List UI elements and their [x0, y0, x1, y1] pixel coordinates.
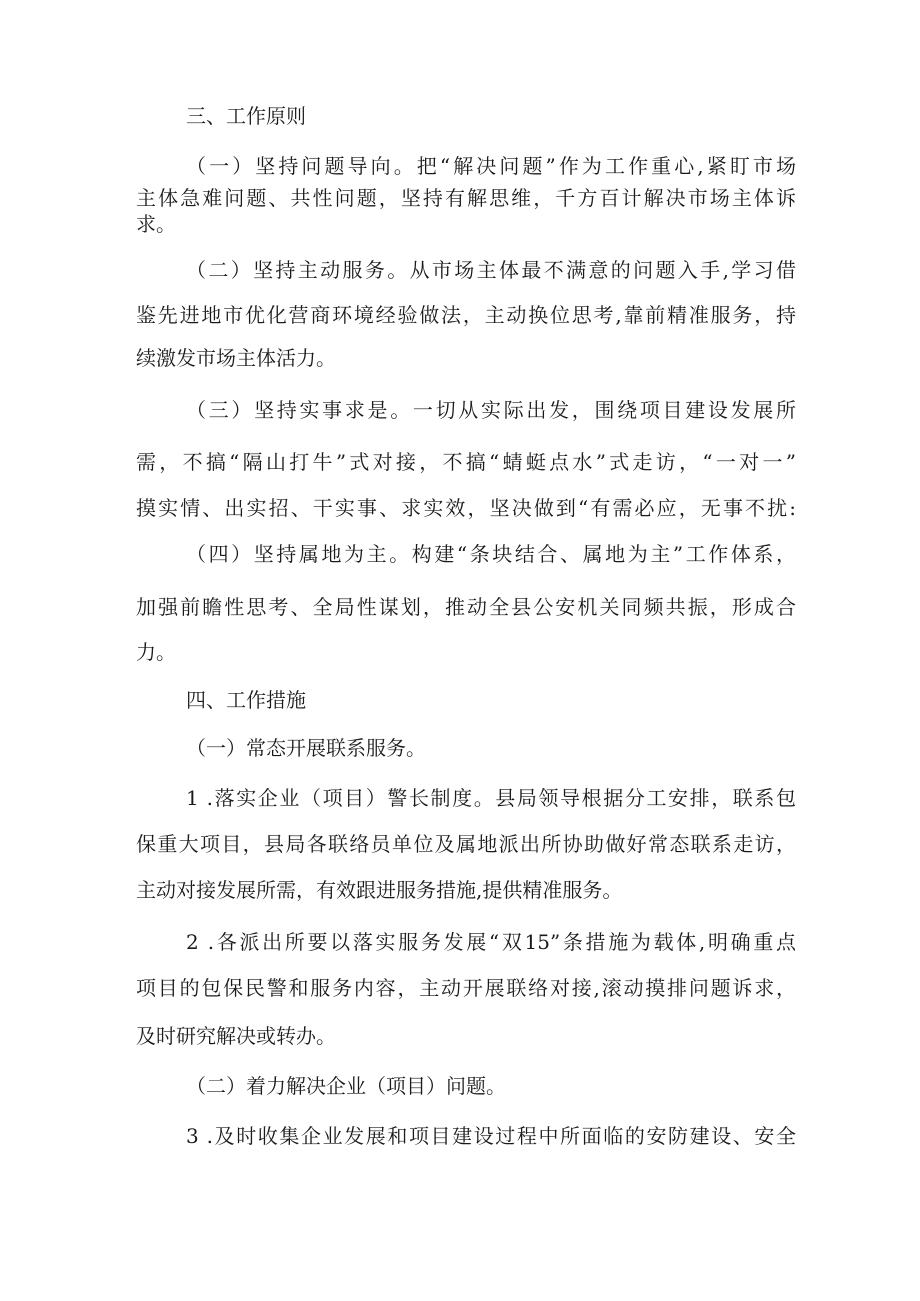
paragraph-line: （四）坚持属地为主。构建“条块结合、属地为主”工作体系， — [186, 542, 796, 566]
paragraph-line: 及时研究解决或转办。 — [136, 1024, 336, 1048]
paragraph-line: 需，不搞“隔山打牛”式对接，不搞“蜻蜓点水”式走访，“一对一” — [136, 450, 796, 474]
subsection-heading: （二）着力解决企业（项目）问题。 — [186, 1074, 506, 1098]
paragraph-line: 1 .落实企业（项目）警长制度。县局领导根据分工安排，联系包 — [186, 786, 796, 810]
section-heading-principles: 三、工作原则 — [186, 104, 306, 128]
paragraph-line: 加强前瞻性思考、全局性谋划，推动全县公安机关同频共振，形成合 — [136, 595, 796, 619]
paragraph-line: 2 .各派出所要以落实服务发展“双15”条措施为载体,明确重点 — [186, 930, 796, 954]
paragraph-line: 求。 — [136, 212, 176, 236]
paragraph-line: 鉴先进地市优化营商环境经验做法，主动换位思考,靠前精准服务，持 — [136, 303, 796, 327]
section-heading-measures: 四、工作措施 — [186, 688, 306, 712]
paragraph-line: （一）坚持问题导向。把“解决问题”作为工作重心,紧盯市场 — [186, 154, 796, 178]
paragraph-line: 力。 — [136, 640, 176, 664]
paragraph-line: 项目的包保民警和服务内容，主动开展联络对接,滚动摸排问题诉求， — [136, 976, 796, 1000]
paragraph-line: （二）坚持主动服务。从市场主体最不满意的问题入手,学习借 — [186, 258, 796, 282]
paragraph-line: 摸实情、出实招、干实事、求实效，坚决做到“有需必应，无事不扰: — [136, 496, 796, 520]
paragraph-line: （三）坚持实事求是。一切从实际出发，围绕项目建设发展所 — [186, 398, 796, 422]
paragraph-line: 续激发市场主体活力。 — [136, 346, 336, 370]
paragraph-line: 主动对接发展所需，有效跟进服务措施,提供精准服务。 — [136, 878, 623, 902]
paragraph-line: 3 .及时收集企业发展和项目建设过程中所面临的安防建设、安全 — [186, 1124, 796, 1148]
paragraph-line: 保重大项目，县局各联络员单位及属地派出所协助做好常态联系走访， — [136, 832, 796, 856]
subsection-heading: （一）常态开展联系服务。 — [186, 736, 426, 760]
paragraph-line: 主体急难问题、共性问题，坚持有解思维，千方百计解决市场主体诉 — [136, 186, 796, 210]
